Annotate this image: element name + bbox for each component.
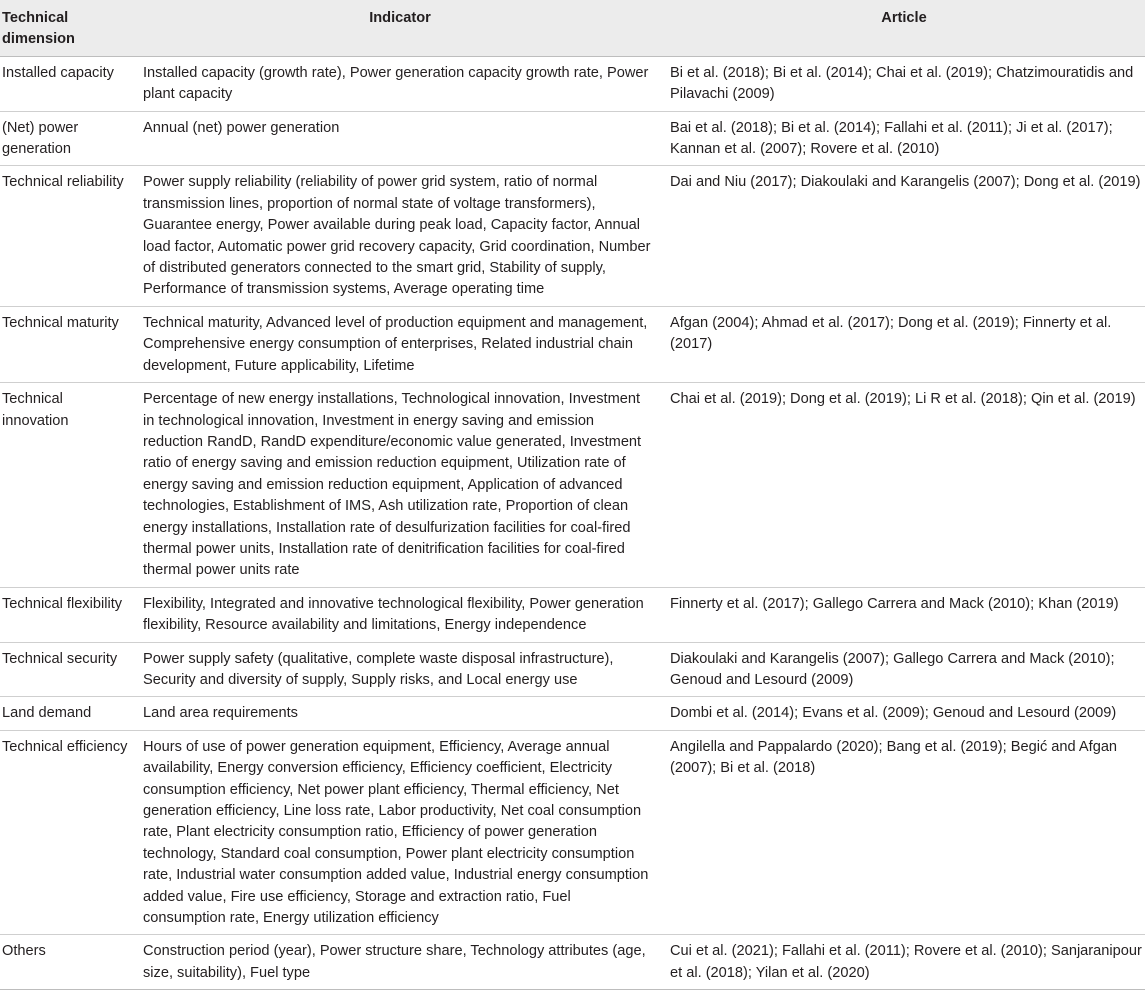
indicator-cell: Flexibility, Integrated and innovative technological flexibility, Power generation flexibility, Resource availability and limitations, Energy independence <box>143 595 644 634</box>
dimension-cell: (Net) power generation <box>2 119 79 158</box>
article-cell: Angilella and Pappalardo (2020); Bang et al. (2019); Begić and Afgan (2007); Bi et al. (2018) <box>670 738 1118 777</box>
dimension-cell: Technical reliability <box>2 174 124 191</box>
table-row <box>0 935 1145 990</box>
dimension-cell: Technical innovation <box>2 391 69 429</box>
indicator-cell: Hours of use of power generation equipment, Efficiency, Average annual availability, Energy conversion efficiency, Efficiency coefficient, Electricity consumption efficiency, Net power plant efficiency, Thermal efficiency, Net generation efficiency, Line loss rate, Labor productivity, Net coal consumption rate, Plant electricity consumption ratio, Efficiency of power generation technology, Standard coal consumption, Power plant electricity consumption rate, Industrial water consumption added value, Industrial energy consumption added value, Fire use efficiency, Storage and extraction ratio, Fuel consumption rate, Energy utilization efficiency <box>143 738 649 927</box>
table-row <box>0 730 1145 935</box>
table-row <box>0 697 1145 730</box>
table-body <box>0 56 1145 989</box>
dimension-cell: Technical security <box>2 650 118 667</box>
article-cell: Bi et al. (2018); Bi et al. (2014); Chai et al. (2019); Chatzimouratidis and Pilavachi (2009) <box>670 64 1134 103</box>
indicator-cell: Installed capacity (growth rate), Power generation capacity growth rate, Power plant capacity <box>143 64 649 103</box>
header-row <box>0 0 1145 56</box>
article-cell: Chai et al. (2019); Dong et al. (2019); Li R et al. (2018); Qin et al. (2019) <box>670 391 1136 408</box>
table-row <box>0 166 1145 306</box>
dimension-cell: Technical maturity <box>2 314 119 331</box>
indicator-cell: Power supply safety (qualitative, complete waste disposal infrastructure), Security and diversity of supply, Supply risks, and Local energy use <box>143 650 614 688</box>
article-cell: Cui et al. (2021); Fallahi et al. (2011); Rovere et al. (2010); Sanjaranipour et al. (2018); Yilan et al. (2020) <box>670 943 1142 981</box>
article-cell: Dombi et al. (2014); Evans et al. (2009); Genoud and Lesourd (2009) <box>670 705 1117 722</box>
table-row <box>0 383 1145 588</box>
table-row <box>0 642 1145 697</box>
dimension-cell: Land demand <box>2 705 92 722</box>
indicator-cell: Annual (net) power generation <box>143 119 340 136</box>
table-row <box>0 56 1145 111</box>
indicator-cell: Technical maturity, Advanced level of production equipment and management, Comprehensive energy consumption of enterprises, Related industrial chain development, Future applicability, Lifetime <box>143 314 648 374</box>
dimension-cell: Others <box>2 943 46 960</box>
article-cell: Finnerty et al. (2017); Gallego Carrera and Mack (2010); Khan (2019) <box>670 595 1119 612</box>
article-cell: Diakoulaki and Karangelis (2007); Gallego Carrera and Mack (2010); Genoud and Lesourd (2009) <box>670 650 1115 688</box>
dimension-cell: Installed capacity <box>2 64 114 81</box>
dimension-cell: Technical flexibility <box>2 595 123 612</box>
article-cell: Afgan (2004); Ahmad et al. (2017); Dong et al. (2019); Finnerty et al. (2017) <box>670 314 1112 353</box>
dimension-cell: Technical efficiency <box>2 738 128 755</box>
table-row <box>0 587 1145 642</box>
indicator-cell: Land area requirements <box>143 705 298 722</box>
header-indicator: Indicator <box>137 0 663 56</box>
header-technical-dimension: Technical dimension <box>0 0 137 56</box>
header-article: Article <box>663 0 1145 56</box>
indicator-cell: Construction period (year), Power structure share, Technology attributes (age, size, suitability), Fuel type <box>143 943 646 981</box>
table-row <box>0 306 1145 382</box>
table-row <box>0 111 1145 166</box>
indicator-cell: Power supply reliability (reliability of power grid system, ratio of normal transmission lines, proportion of normal state of voltage transformers), Guarantee energy, Power available during peak load, Capacity factor, Annual load factor, Automatic power grid recovery capacity, Grid coordination, Number of distributed generators connected to the smart grid, Stability of supply, Performance of transmission systems, Average operating time <box>143 174 651 298</box>
article-cell: Dai and Niu (2017); Diakoulaki and Karangelis (2007); Dong et al. (2019) <box>670 174 1141 191</box>
table-header <box>0 0 1145 56</box>
indicator-cell: Percentage of new energy installations, Technological innovation, Investment in technological innovation, Investment in energy saving and emission reduction RandD, RandD expenditure/economic value generated, Investment ratio of energy saving and emission reduction equipment, Utilization rate of energy saving and emission reduction equipment, Application of advanced technologies, Establishment of IMS, Ash utilization rate, Proportion of clean energy installations, Installation rate of desulfurization facilities for coal-fired thermal power units, Installation rate of denitrification facilities for coal-fired thermal power units rate <box>143 391 642 579</box>
article-cell: Bai et al. (2018); Bi et al. (2014); Fallahi et al. (2011); Ji et al. (2017); Kannan et al. (2007); Rovere et al. (2010) <box>670 119 1113 158</box>
